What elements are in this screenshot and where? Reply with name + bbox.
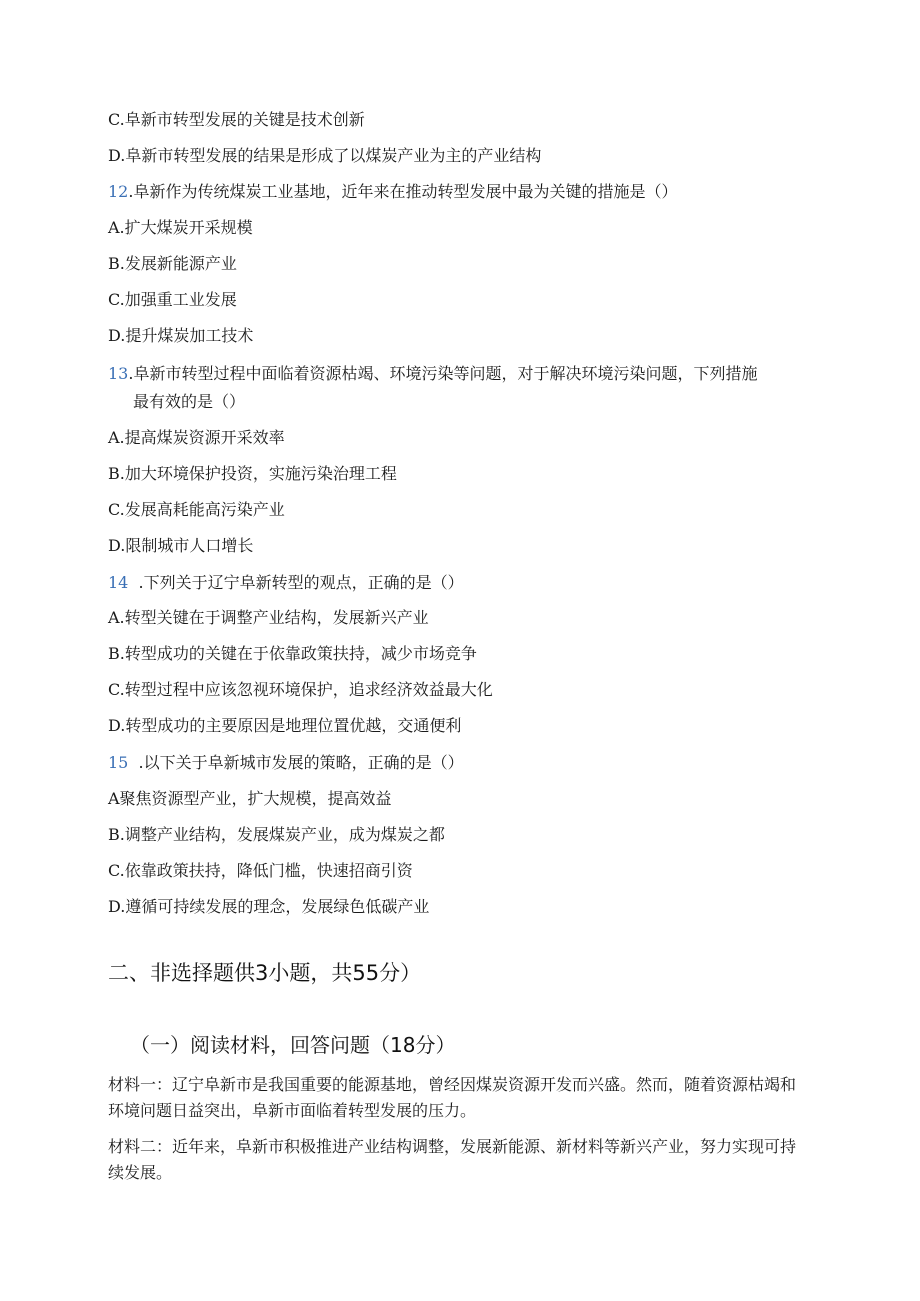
option-d: D.遵循可持续发展的理念，发展绿色低碳产业 [108, 897, 430, 916]
question-12 [108, 182, 677, 202]
question-13 [108, 364, 757, 384]
option-a: A.提高煤炭资源开采效率 [108, 428, 285, 447]
question-number: 13 [108, 364, 129, 383]
option-b: B.加大环境保护投资，实施污染治理工程 [108, 464, 397, 483]
question-15 [108, 753, 464, 773]
option-d: D.转型成功的主要原因是地理位置优越，交通便利 [108, 716, 462, 735]
question-stem: .下列关于辽宁阜新转型的观点，正确的是（） [128, 573, 464, 592]
option-d: D.提升煤炭加工技术 [108, 326, 254, 345]
option-b: B.调整产业结构，发展煤炭产业，成为煤炭之都 [108, 825, 445, 844]
option-a: A.扩大煤炭开采规模 [108, 218, 253, 237]
subsection-heading: （一）阅读材料，回答问题（18分） [130, 1033, 456, 1057]
option-c: C.阜新市转型发展的关键是技术创新 [108, 110, 365, 129]
section-heading: 二、非选择题供3小题，共55分） [108, 961, 422, 985]
option-d: D.限制城市人口增长 [108, 536, 254, 555]
question-number: 14 [108, 573, 129, 592]
question-stem: .阜新作为传统煤炭工业基地，近年来在推动转型发展中最为关键的措施是（） [128, 182, 678, 201]
option-b: B.转型成功的关键在于依靠政策扶持，减少市场竞争 [108, 644, 477, 663]
question-stem-continued: 最有效的是（） [133, 392, 246, 411]
question-number: 12 [108, 182, 129, 201]
question-14 [108, 573, 464, 593]
option-a: A.转型关键在于调整产业结构，发展新兴产业 [108, 608, 429, 627]
question-number: 15 [108, 753, 129, 772]
option-b: B.发展新能源产业 [108, 254, 237, 273]
material-one: 材料一：辽宁阜新市是我国重要的能源基地，曾经因煤炭资源开发而兴盛。然而，随着资源枯竭和环境问题日益突出，阜新市面临着转型发展的压力。 [108, 1075, 797, 1120]
option-d: D.阜新市转型发展的结果是形成了以煤炭产业为主的产业结构 [108, 146, 542, 165]
material-two: 材料二：近年来，阜新市积极推进产业结构调整，发展新能源、新材料等新兴产业，努力实现可持续发展。 [108, 1137, 797, 1182]
question-stem: .以下关于阜新城市发展的策略，正确的是（） [128, 753, 464, 772]
option-c: C.转型过程中应该忽视环境保护，追求经济效益最大化 [108, 680, 493, 699]
option-c: C.加强重工业发展 [108, 290, 237, 309]
option-a: A聚焦资源型产业，扩大规模，提高效益 [108, 789, 392, 808]
question-stem: .阜新市转型过程中面临着资源枯竭、环境污染等问题，对于解决环境污染问题，下列措施 [128, 364, 758, 383]
option-c: C.发展高耗能高污染产业 [108, 500, 285, 519]
option-c: C.依靠政策扶持，降低门槛，快速招商引资 [108, 861, 413, 880]
